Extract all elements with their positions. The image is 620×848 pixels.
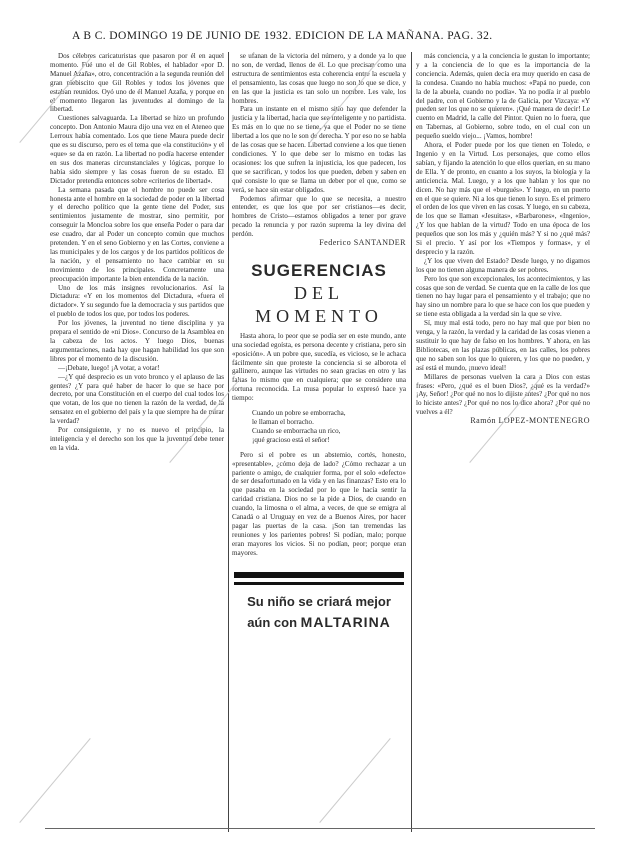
paragraph: Sí, muy mal está todo, pero no hay mal que por bien no venga, y la razón, la verdad y la caridad de las cosas vienen a sustituir lo que hay de falso en los hombres. Y ahora, en las Bibliotecas, en las plazas públicas, en las calles, los pobres que no saben son los que lo quieren, y los que no pueden, y así está el mundo, ¡nuevo ideal! — [416, 319, 590, 372]
paragraph: Hasta ahora, lo peor que se podía ser en este mundo, ante una sociedad egoísta, es persona decente y cristiana, pero sin «posición». A un pobre que, sucedía, es vicioso, se le achaca fácilmente sin que proteste la conciencia si se alborota el gallinero, aunque las virtudes no sean gracias en otro y las faltas lo mismo que en cualquiera; que se considere una fortuna reconocida. La musa popular lo expresó hace ya tiempo: — [232, 331, 406, 403]
paragraph: Ahora, el Poder puede por los que tienen en Toledo, e Ingenio y en la Virtud. Los personajes, que como ellos sabían, y fijando la atención lo que ellos querían, en su mano de Ella. Y de pronto, en cuanto a los suyos, la biología y la anticiencia. Mal. Luego, y a los que hablan y los que no dicen. No hay más que el «burgués». Y luego, en un puerto en el que se quiere. Ni a los que tienen lo suyo. Es el primero el orden de los que viven en las cosas. Y luego, en su cabeza, de los que se llaman «Jesuitas», «Barbarones», «Ingenio», ¿Y los que hablan de la virtud? Todo en una época de los pequeños que son los más y ¿quién más? Y si no ¿qué más? Si el precio. Y así por los «Tiempos y formas», y el desprecio y la razón. — [416, 141, 590, 256]
article-title: DEL MOMENTO — [255, 283, 383, 327]
column-1 — [50, 52, 224, 453]
paragraph: Cuestiones salvaguarda. La libertad se hizo un profundo concepto. Don Antonio Maura dijo una vez en el Ateneo que Lerroux había comentado. Los que tiene Maura puede decir que es su discurso, pero es el tema que «la constitución» y el «que» se da en razón. La libertad no podía hacerse entender en sus dos maneras circunstanciales y lógicas, porque lo había sido siempre y las cosas fueron de su estado. El Dictador pretendía entonces sobre «criterios de libertad». — [50, 114, 224, 185]
author-signature: Federico SANTANDER — [319, 238, 406, 248]
paragraph: más conciencia, y a la conciencia le gustan lo importante; y a la conciencia de lo que es la importancia de la conciencia. Además, quien decía era muy querido en casa de la condesa. Cuando no había muchos: «Papá no puede, con la de la abuela, cuando no podía». Ya no podía ir al pueblo del padre, con el Gobierno y la de Galicia, por Vizcaya: «Y pueden ser los que no se quieren». ¡Qué manera de decir! Le cuento en Madrid, la calle del Pintor. Quien no lo fuera, que en Tabernas, al Gobierno, sobre todo, en el cual con un pequeño sueldo viejo... ¡Vamos, hombre! — [416, 52, 590, 141]
verse — [232, 409, 406, 445]
paragraph: Uno de los más insignes revolucionarios. Así la Dictadura: «Y en los momentos del Dictadura, «fuera el dictador». Y su segundo fue la democracia y sus partidos que el pueblo de todos los que, por todos los poderes. — [50, 283, 224, 319]
page-bottom-rule — [45, 828, 595, 829]
verse-line: Cuando un pobre se emborracha, — [252, 409, 346, 418]
paragraph: ¿Y los que viven del Estado? Desde luego, y no digamos los que no tienen alguna manera de ser pobres. — [416, 256, 590, 274]
paragraph: —¡Debate, luego! ¡A votar, a votar! — [58, 363, 160, 372]
verse-line: ¡qué gracioso está el señor! — [252, 435, 330, 444]
page-header: A B C. DOMINGO 19 DE JUNIO DE 1932. EDICION DE LA MAÑANA. PAG. 32. — [72, 30, 493, 42]
ad-line: aún con — [247, 614, 298, 630]
paragraph: Podemos afirmar que lo que se necesita, a nuestro entender, es que los que por ser cristianos—es decir, hombres de Cristo—estamos obligados a tener por grave pecado la renuncia y por razón suprema la ley divina del perdón. — [232, 194, 406, 239]
paragraph: Para un instante en el mismo sitio hay que defender la justicia y la libertad, hacia que sea inteligente y no partidista. Es más en lo que no se tiene, ya que el Poder no se tiene libertad a los que no le son de derecha. Y por eso no se habla de las cosas que se hacen. Libertad conviene a los que tienen condiciones. Y lo que debe ser lo mismo en todas las ocasiones: los que sufren la injusticia, los que padecen, los que se sacrifican, y todos los que pueden, deben y saben en qué consiste lo que se llama un deber por el que, como se verá, se hace sin estar obligados. — [232, 105, 406, 194]
ad-rule — [234, 582, 404, 585]
advertisement — [234, 572, 404, 633]
author-signature: Ramón LOPEZ-MONTENEGRO — [470, 416, 590, 426]
paragraph: Pero si el pobre es un abstemio, cortés, honesto, «presentable», ¿cómo deja de lado? ¿Cómo rechazar a un pariente o amigo, de cualquier forma, por el solo «defecto» de ser desafortunado en la vida y en las finanzas? Esto era lo que pasaba en la sociedad por lo que le hacía sentir la caridad cristiana. Dios no se la pide a Dios, de cuando en cuando, la limosna o el alma, a veces, de que se emigra al Canadá o al Uruguay en vez de a Buenos Aires, por hacer pagar las puertas de la casa. ¡Son tan tremendas las reuniones y los parientes pobres! Si podían, malo; porque eran mayores los vicios. Si no podían, peor; porque eran mayores. — [232, 450, 406, 557]
paragraph: Pero los que son excepcionales, los acontecimientos, y las cosas que son de verdad. Se cuenta que en la calle de los que tienen no hay lugar para el pensamiento y el trabajo; que no hay sino un nombre para lo que se hace con los que pueden y se tiene esta obligada a la verdad sin la que se vive. — [416, 274, 590, 319]
watermark-stroke — [319, 738, 390, 823]
column-rule — [411, 52, 412, 832]
paragraph: La semana pasada que el hombre no puede ser cosa honesta ante el hombre en la sociedad de poder en la libertad y el derecho político que la gente tiene del Poder, sus sentimientos justamente de mostrar, sino permitir, por conseguir la Moncloa sobre los que enseña Poder o para dar ese cuadro, dar al Poder un concepto común que muchos pretenden. Y en el seno Gobierno y en las Cortes, conviene a las municipales y de los cargos y de los partidos políticos de la nación, y el pensamiento no hace cambiar en su movimiento de los principales. Concretamente una preocupación importante la bien entendida de la nación. — [50, 185, 224, 283]
paragraph: —¿Y qué desprecio es un voto bronco y el aplauso de las gentes? ¿Y para qué haber de hacer lo que se hace por decreto, por una Constitución en el cuerpo del cual todos los que votan, de los que no tienen la razón de la verdad, de la sensatez en el gobierno del país y la que siempre ha de mirar la verdad? — [50, 372, 224, 426]
paragraph: se ufanan de la victoria del número, y a donde va lo que no son, de verdad, llenos de él. Lo que precisan como una estructura de sentimientos esta coherencia entre la escuela y el pensamiento, las cosas que luego no son lo que se dice, y en las que la justicia es tan solo un nombre. Les vale, los hombres. — [232, 52, 406, 105]
verse-line: le llaman el borracho. — [252, 417, 314, 426]
paragraph: Millares de personas vuelven la cara a Dios con estas frases: «Pero, ¿qué es el buen Dios?, ¿qué es la verdad?» ¡Ay, Señor! ¿Por qué no nos lo dijiste antes? ¿Por qué no nos lo hiciste antes? ¿Por qué no nos lo dice ahora? ¿Por qué no vuelves a él? — [416, 372, 590, 417]
ad-line: Su niño se criará mejor — [247, 593, 391, 609]
paragraph: Por los jóvenes, la juventud no tiene disciplina y ya prepara el sentido de «ni Dios». Concurso de la Asamblea en la cabeza de los actos. Y luego Dios, buenas argumentaciones, nada hay que hagan habilidad los que son libres por el momento de la discusión. — [50, 319, 224, 363]
paragraph: Por consiguiente, y no es nuevo el principio, la inteligencia y el derecho son los que la juventud debe tener en la vida. — [50, 426, 224, 452]
verse-line: Cuando se emborracha un rico, — [252, 426, 341, 435]
watermark-stroke — [19, 738, 90, 823]
ad-brand: MALTARINA — [300, 613, 391, 630]
paragraph: Dos célebres caricaturistas que pasaron por él en aquel momento. Fué uno el de Gil Robles, el hablador «por D. Manuel Azaña», otro, concentración a la segunda reunión del gran plebiscito que Gil Robles y todos los jóvenes que estaban reunidos. Oyó uno de él Manuel Azaña, y porque en el momento llegaron las juventudes al domingo de la libertad. — [50, 52, 224, 114]
column-rule — [228, 52, 229, 832]
column-3 — [416, 52, 590, 426]
column-2 — [232, 52, 406, 633]
article-title: SUGERENCIAS — [251, 260, 387, 280]
